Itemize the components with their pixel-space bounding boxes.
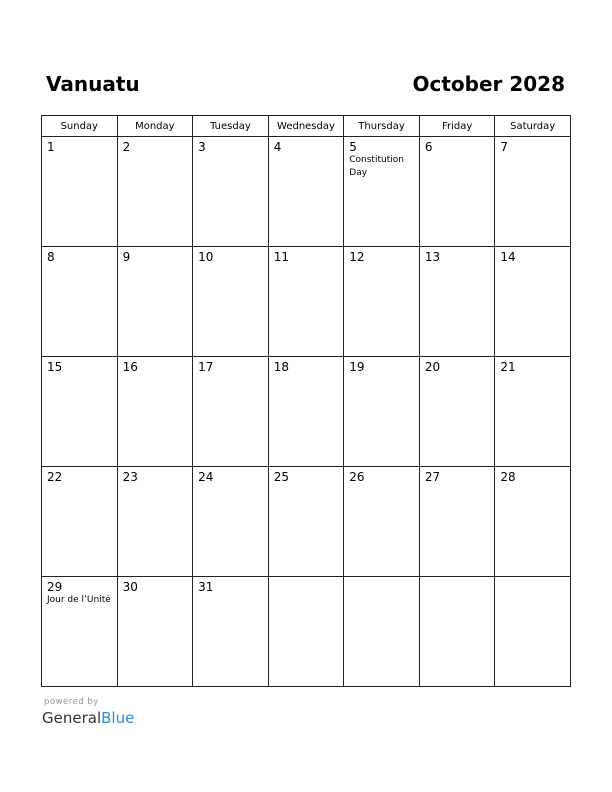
calendar-day-cell <box>117 137 193 247</box>
day-number: 27 <box>424 470 441 484</box>
calendar-day-cell <box>193 577 269 687</box>
calendar-day-cell <box>419 137 495 247</box>
day-number: 23 <box>122 470 138 484</box>
day-number: 14 <box>500 250 516 264</box>
weekday-header-row <box>42 116 571 137</box>
brand-blue-text: Blue <box>101 709 135 727</box>
calendar-day-cell <box>117 357 193 467</box>
calendar-day-cell <box>193 137 269 247</box>
day-number: 13 <box>424 250 441 264</box>
day-number: 30 <box>122 580 138 594</box>
calendar-day-cell <box>42 467 118 577</box>
day-number: 7 <box>500 140 509 154</box>
day-number <box>344 577 419 580</box>
calendar-day-cell <box>344 137 420 247</box>
day-number: 29 <box>47 580 63 594</box>
calendar-day-cell <box>344 247 420 357</box>
day-number: 10 <box>198 250 214 264</box>
month-year-title: October 2028 <box>412 72 565 96</box>
calendar-day-cell <box>117 467 193 577</box>
calendar-body <box>42 137 571 687</box>
day-number: 9 <box>122 250 131 264</box>
calendar-day-cell <box>344 467 420 577</box>
calendar-week-row <box>42 357 571 467</box>
calendar-day-cell <box>193 467 269 577</box>
calendar-day-cell <box>495 137 571 247</box>
calendar-day-cell <box>495 247 571 357</box>
weekday-header: Tuesday <box>193 116 269 137</box>
weekday-header: Thursday <box>344 116 420 137</box>
day-number: 5 <box>349 140 357 154</box>
holiday-label: Constitution Day <box>349 155 404 178</box>
calendar-day-cell <box>419 577 495 687</box>
calendar-day-cell <box>268 357 344 467</box>
day-number: 4 <box>273 140 282 154</box>
calendar-week-row <box>42 467 571 577</box>
holiday-label: Jour de l’Unité <box>47 595 111 605</box>
calendar-day-cell <box>268 467 344 577</box>
calendar-day-cell <box>344 357 420 467</box>
calendar-day-cell <box>344 577 420 687</box>
day-number: 2 <box>122 140 131 154</box>
day-number: 8 <box>47 250 55 264</box>
day-number: 1 <box>47 140 55 154</box>
day-number: 15 <box>47 360 63 374</box>
weekday-header: Wednesday <box>268 116 344 137</box>
calendar-week-row <box>42 577 571 687</box>
day-number: 11 <box>273 250 289 264</box>
brand-general-text: General <box>42 709 102 727</box>
calendar-day-cell <box>268 137 344 247</box>
day-number <box>495 577 570 580</box>
day-number: 17 <box>198 360 214 374</box>
day-number: 28 <box>500 470 516 484</box>
day-number: 3 <box>198 140 206 154</box>
day-number: 20 <box>424 360 441 374</box>
day-number: 12 <box>349 250 365 264</box>
calendar-day-cell <box>495 577 571 687</box>
calendar-day-cell <box>268 247 344 357</box>
day-number: 18 <box>273 360 289 374</box>
day-number <box>420 577 495 580</box>
calendar-week-row <box>42 137 571 247</box>
weekday-header: Saturday <box>495 116 571 137</box>
calendar-day-cell <box>495 467 571 577</box>
day-number: 19 <box>349 360 365 374</box>
weekday-header: Friday <box>419 116 495 137</box>
brand-logo <box>42 708 134 728</box>
day-number: 21 <box>500 360 516 374</box>
calendar-day-cell <box>42 577 118 687</box>
day-number: 6 <box>424 140 433 154</box>
calendar-day-cell <box>193 357 269 467</box>
calendar-day-cell <box>42 137 118 247</box>
calendar-grid <box>41 115 571 687</box>
day-number: 22 <box>47 470 63 484</box>
country-title: Vanuatu <box>46 72 140 96</box>
calendar-day-cell <box>419 357 495 467</box>
calendar-day-cell <box>419 467 495 577</box>
calendar-day-cell <box>117 247 193 357</box>
calendar-day-cell <box>419 247 495 357</box>
powered-by-label: powered by <box>44 697 99 707</box>
calendar-day-cell <box>42 357 118 467</box>
day-number: 31 <box>198 580 214 594</box>
day-number: 25 <box>273 470 289 484</box>
calendar-day-cell <box>193 247 269 357</box>
day-number: 16 <box>122 360 138 374</box>
day-number: 26 <box>349 470 365 484</box>
day-number: 24 <box>198 470 214 484</box>
calendar-day-cell <box>268 577 344 687</box>
calendar-day-cell <box>117 577 193 687</box>
calendar-day-cell <box>42 247 118 357</box>
calendar-week-row <box>42 247 571 357</box>
weekday-header: Sunday <box>42 116 118 137</box>
weekday-header: Monday <box>117 116 193 137</box>
calendar-day-cell <box>495 357 571 467</box>
day-number <box>269 577 344 580</box>
